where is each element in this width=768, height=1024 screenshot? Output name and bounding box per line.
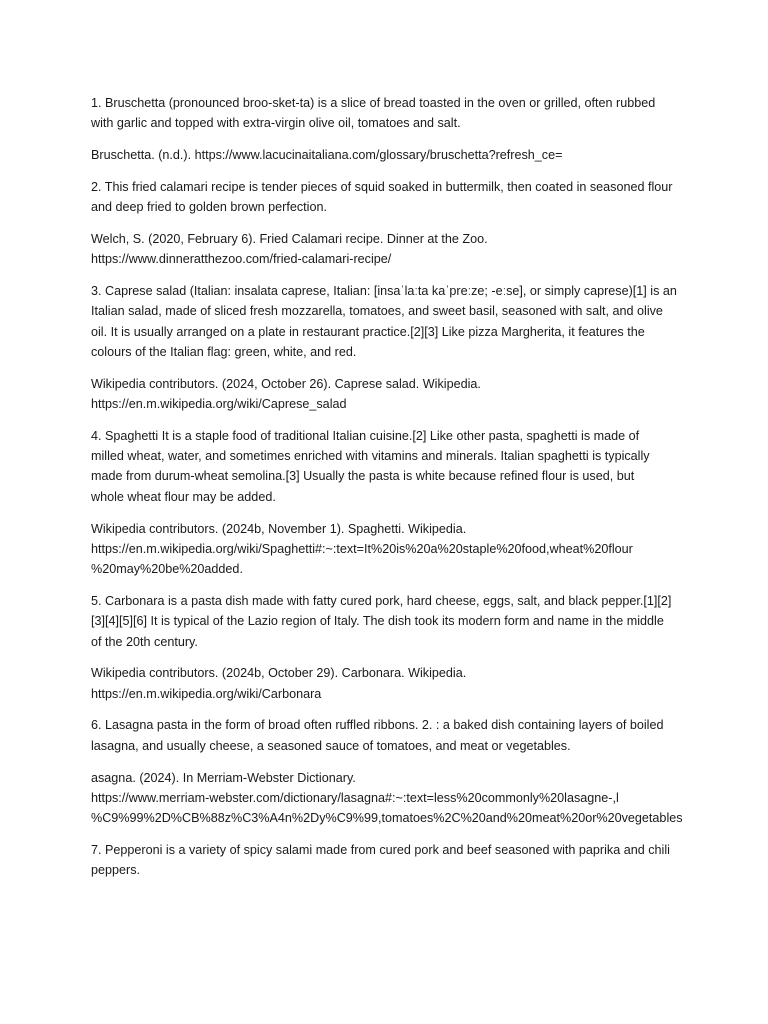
bruschetta-citation: Bruschetta. (n.d.). https://www.lacucinaitaliana.com/glossary/bruschetta?refresh_ce=: [91, 148, 563, 163]
spaghetti-description: 4. Spaghetti It is a staple food of traditional Italian cuisine.[2] Like other pasta, spaghetti is made of milled wheat, water, and sometimes enriched with vitamins and minerals. Italian spaghetti is typically made from durum-wheat semolina.[3] Usually the pasta is white because refined flour is used, but whole wheat flour may be added.: [91, 428, 650, 504]
calamari-description: 2. This fried calamari recipe is tender pieces of squid soaked in buttermilk, then coated in seasoned flour and deep fried to golden brown perfection.: [91, 179, 673, 215]
pepperoni-description: 7. Pepperoni is a variety of spicy salami made from cured pork and beef seasoned with paprika and chili peppers.: [91, 842, 670, 878]
spaghetti-citation: Wikipedia contributors. (2024b, November 1). Spaghetti. Wikipedia. https://en.m.wikipedia.org/wiki/Spaghetti#:~:text=It%20is%20a%20staple%20food,wheat%20flour %20may%20be%20added.: [91, 521, 633, 577]
carbonara-citation: Wikipedia contributors. (2024b, October 29). Carbonara. Wikipedia. https://en.m.wikipedia.org/wiki/Carbonara: [91, 666, 467, 701]
calamari-citation: Welch, S. (2020, February 6). Fried Calamari recipe. Dinner at the Zoo. https://www.dinneratthezoo.com/fried-calamari-recipe/: [91, 231, 488, 267]
lasagna-description: 6. Lasagna pasta in the form of broad often ruffled ribbons. 2. : a baked dish containing layers of boiled lasagna, and usually cheese, a seasoned sauce of tomatoes, and meat or vegetables.: [91, 718, 664, 753]
caprese-description: 3. Caprese salad (Italian: insalata caprese, Italian: [insaˈlaːta kaˈpreːze; -eːse], or simply caprese)[1] is an Italian salad, made of sliced fresh mozzarella, tomatoes, and sweet basil, seasoned with salt, and olive oil. It is usually arranged on a plate in restaurant practice.[2][3] Like pizza Margherita, it features the colours of the Italian flag: green, white, and red.: [91, 284, 677, 359]
document-body: [91, 93, 683, 881]
lasagna-citation: asagna. (2024). In Merriam-Webster Dictionary. https://www.merriam-webster.com/dictionary/lasagna#:~:text=less%20commonly%20lasagne-,l %C9%99%2D%CB%88z%C3%A4n%2Dy%C9%99,tomatoes%2C%20and%20meat%20or%20vegetables: [91, 770, 683, 826]
caprese-citation: Wikipedia contributors. (2024, October 26). Caprese salad. Wikipedia. https://en.m.wikipedia.org/wiki/Caprese_salad: [91, 376, 481, 412]
carbonara-description: 5. Carbonara is a pasta dish made with fatty cured pork, hard cheese, eggs, salt, and black pepper.[1][2] [3][4][5][6] It is typical of the Lazio region of Italy. The dish took its modern form and name in the middle of the 20th century.: [91, 593, 672, 649]
bruschetta-description: 1. Bruschetta (pronounced broo-sket-ta) is a slice of bread toasted in the oven or grilled, often rubbed with garlic and topped with extra-virgin olive oil, tomatoes and salt.: [91, 96, 656, 131]
